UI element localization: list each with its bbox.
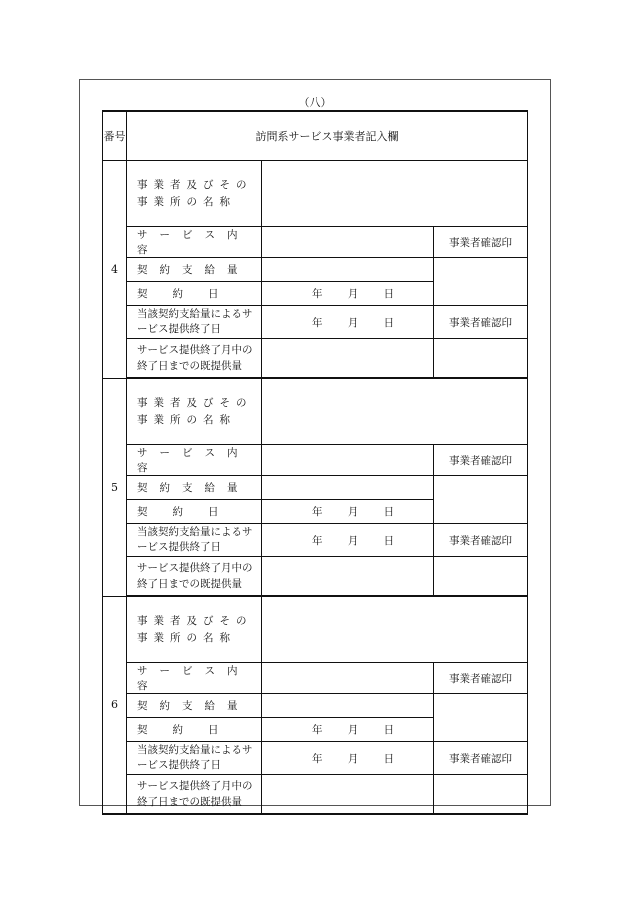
provided-label: サービス提供終了月中の終了日までの既提供量 (127, 775, 262, 815)
provided-label: サービス提供終了月中の終了日までの既提供量 (127, 339, 262, 379)
stamp-label: 事業者確認印 (434, 663, 528, 694)
block-4-provided-row (103, 339, 528, 379)
stamp-label: 事業者確認印 (434, 742, 528, 775)
amount-field[interactable] (262, 694, 434, 718)
business-name-field[interactable] (262, 378, 528, 445)
block-4-end-row (103, 306, 528, 339)
service-field[interactable] (262, 445, 434, 476)
block-number: 4 (103, 161, 127, 379)
contract-date-field[interactable]: 年 月 日 (262, 500, 434, 524)
business-name-field[interactable] (262, 596, 528, 663)
block-5-end-row (103, 524, 528, 557)
business-name-label: 事業者及びその事業所の名称 (127, 596, 262, 663)
end-date-label: 当該契約支給量によるサービス提供終了日 (127, 306, 262, 339)
provided-stamp-field[interactable] (434, 557, 528, 597)
business-name-field[interactable] (262, 161, 528, 227)
block-5-amount-row (103, 476, 528, 500)
block-number: 6 (103, 596, 127, 814)
block-4-amount-row (103, 258, 528, 282)
contract-date-label: 契約日 (127, 282, 262, 306)
page-label: （八） (298, 96, 332, 109)
amount-field[interactable] (262, 476, 434, 500)
provided-field[interactable] (262, 557, 434, 597)
block-4-business-row (103, 161, 528, 227)
contract-date-label: 契約日 (127, 718, 262, 742)
business-name-label: 事業者及びその事業所の名称 (127, 161, 262, 227)
stamp-field[interactable] (434, 258, 528, 306)
amount-label: 契約支給量 (127, 258, 262, 282)
service-field[interactable] (262, 227, 434, 258)
number-header: 番号 (103, 111, 127, 161)
business-name-label: 事業者及びその事業所の名称 (127, 378, 262, 445)
block-6-business-row (103, 596, 528, 663)
block-5-business-row (103, 378, 528, 445)
service-label: サービス内容 (127, 445, 262, 476)
amount-label: 契約支給量 (127, 694, 262, 718)
contract-date-field[interactable]: 年 月 日 (262, 282, 434, 306)
block-5-provided-row (103, 557, 528, 597)
provided-field[interactable] (262, 339, 434, 379)
service-label: サービス内容 (127, 663, 262, 694)
contract-date-label: 契約日 (127, 500, 262, 524)
block-6-end-row (103, 742, 528, 775)
stamp-label: 事業者確認印 (434, 227, 528, 258)
block-6-provided-row (103, 775, 528, 815)
end-date-label: 当該契約支給量によるサービス提供終了日 (127, 742, 262, 775)
amount-label: 契約支給量 (127, 476, 262, 500)
provided-label: サービス提供終了月中の終了日までの既提供量 (127, 557, 262, 597)
contract-date-field[interactable]: 年 月 日 (262, 718, 434, 742)
provided-stamp-field[interactable] (434, 339, 528, 379)
stamp-field[interactable] (434, 476, 528, 524)
block-6-amount-row (103, 694, 528, 718)
service-field[interactable] (262, 663, 434, 694)
stamp-field[interactable] (434, 694, 528, 742)
table-header-row (103, 111, 528, 161)
section-title: 訪問系サービス事業者記入欄 (127, 111, 528, 161)
provided-field[interactable] (262, 775, 434, 815)
block-5-service-row (103, 445, 528, 476)
provider-record-table (102, 110, 528, 815)
service-label: サービス内容 (127, 227, 262, 258)
end-date-field[interactable]: 年 月 日 (262, 742, 434, 775)
end-date-label: 当該契約支給量によるサービス提供終了日 (127, 524, 262, 557)
amount-field[interactable] (262, 258, 434, 282)
block-4-service-row (103, 227, 528, 258)
stamp-label: 事業者確認印 (434, 306, 528, 339)
stamp-label: 事業者確認印 (434, 445, 528, 476)
block-number: 5 (103, 378, 127, 596)
block-6-service-row (103, 663, 528, 694)
provided-stamp-field[interactable] (434, 775, 528, 815)
end-date-field[interactable]: 年 月 日 (262, 306, 434, 339)
end-date-field[interactable]: 年 月 日 (262, 524, 434, 557)
stamp-label: 事業者確認印 (434, 524, 528, 557)
